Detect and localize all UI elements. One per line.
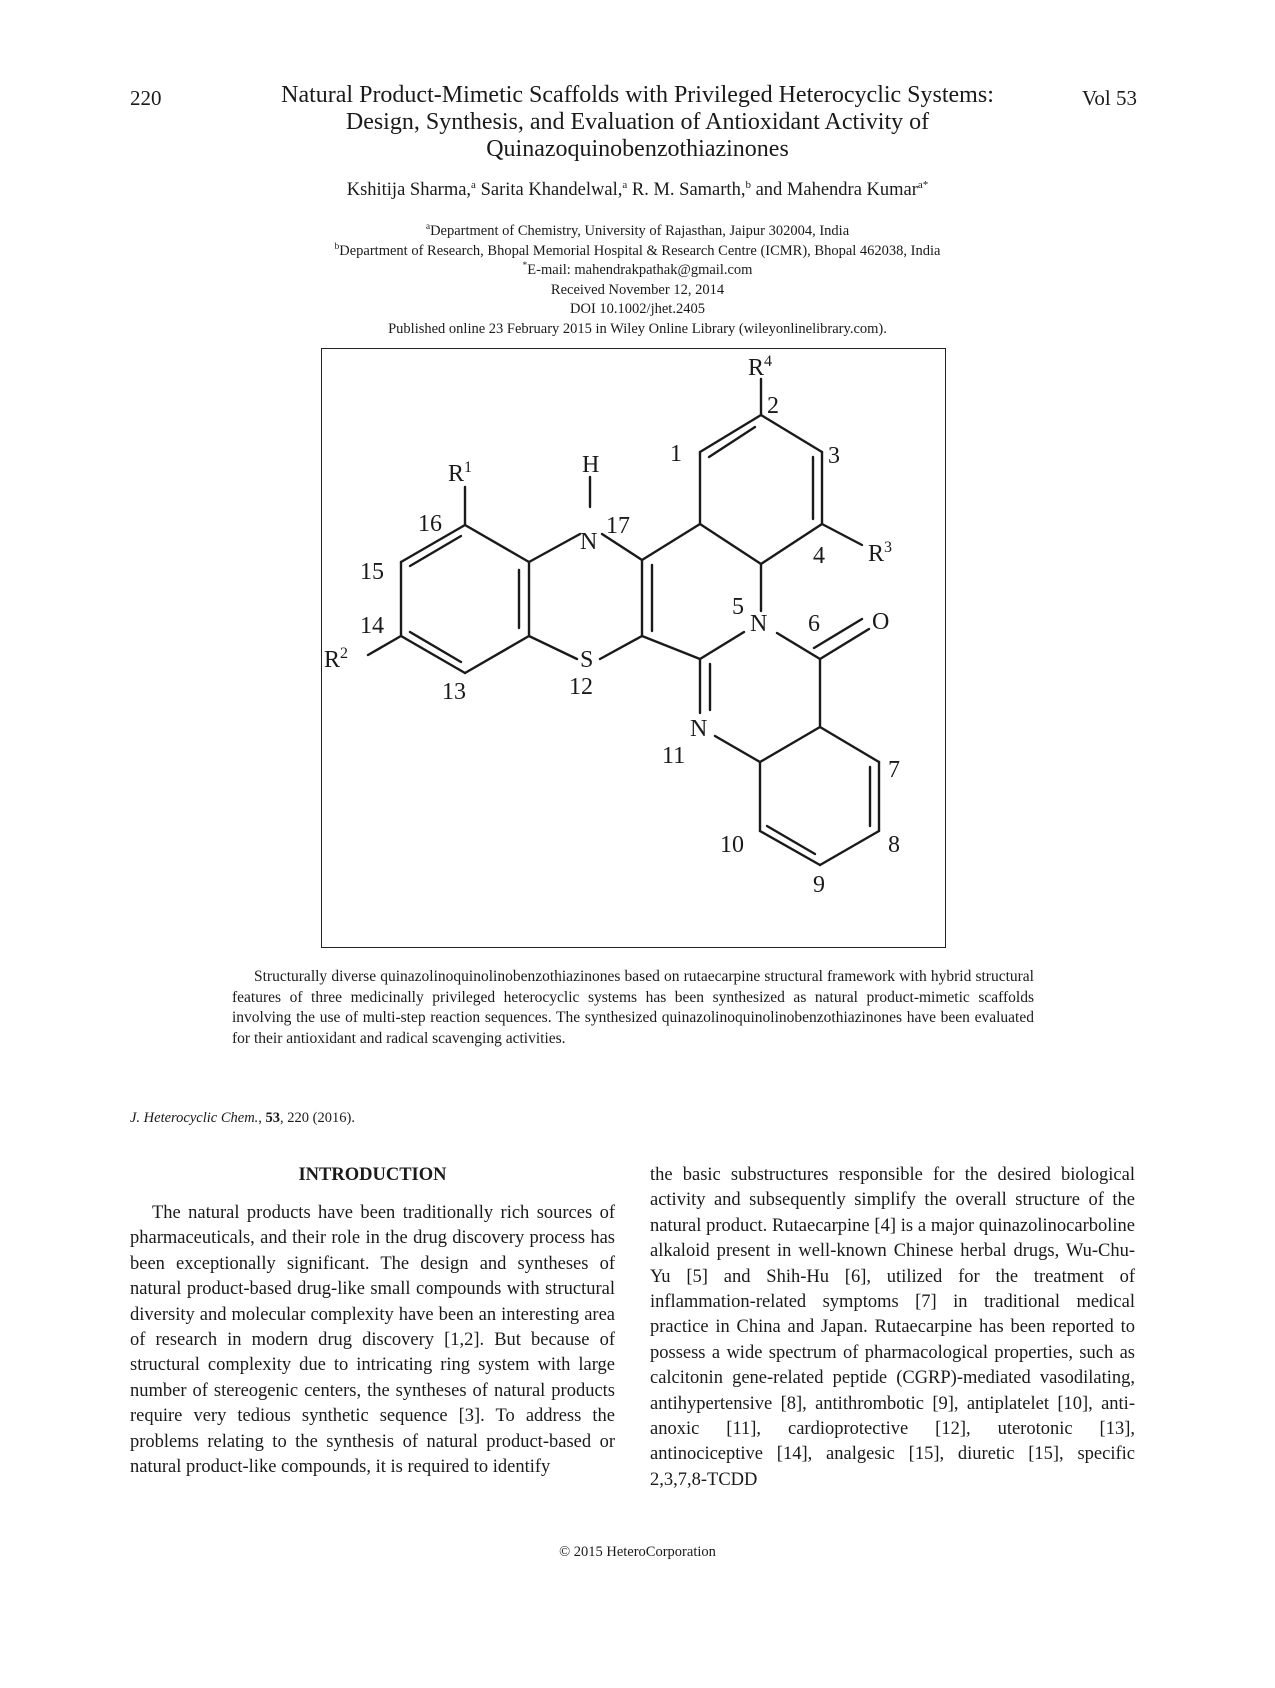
position-8: 8 (888, 832, 900, 858)
atom-s-12: S (580, 647, 594, 673)
bond (760, 727, 820, 762)
bond (700, 632, 744, 659)
bond (465, 525, 529, 562)
r2-index: 2 (340, 645, 349, 662)
corresponding-email (200, 261, 1075, 281)
r3-letter: R (868, 541, 885, 567)
position-9: 9 (813, 872, 825, 898)
affil-text-b: Department of Research, Bhopal Memorial Hospital & Research Centre (ICMR), Bhopal 462038, India (339, 242, 941, 259)
doi: DOI 10.1002/jhet.2405 (570, 301, 705, 317)
position-6: 6 (808, 611, 820, 637)
position-3: 3 (828, 443, 840, 469)
author-list (200, 180, 1075, 201)
bond (642, 636, 700, 659)
author-name: R. M. Samarth, (631, 180, 746, 200)
bond (529, 636, 577, 659)
title-line-2: Design, Synthesis, and Evaluation of Antioxidant Activity of (345, 109, 930, 135)
position-1: 1 (670, 441, 682, 467)
bond (642, 524, 700, 560)
position-7: 7 (888, 757, 900, 783)
article-title (200, 82, 1075, 163)
affil-mark-b: b (334, 241, 340, 252)
affiliation-b (200, 242, 1075, 262)
bond (760, 831, 820, 865)
citation (130, 1110, 355, 1127)
r4-index: 4 (764, 353, 773, 370)
substituent-r1 (448, 459, 472, 487)
affiliation-a (200, 222, 1075, 242)
bond (822, 524, 862, 545)
bond (600, 636, 642, 659)
bond (465, 636, 529, 673)
citation-volume: 53 (265, 1110, 281, 1126)
r1-index: 1 (464, 459, 473, 476)
title-line-1: Natural Product-Mimetic Scaffolds with Privileged Heterocyclic Systems: (281, 82, 994, 108)
atom-n-17: N (580, 529, 598, 555)
abstract-text: Structurally diverse quinazolinoquinolinobenzothiazinones based on rutaecarpine structural framework with hybrid structural features of three medicinally privileged heterocyclic systems has been synthesized as natural product-mimetic scaffolds involving the use of multi-step reaction sequences. The synthesized quinazolinoquinolinobenzothiazinones have been evaluated for their antioxidant and radical scavenging activities. (232, 968, 1034, 1047)
affiliation-block (200, 222, 1075, 339)
chemical-structure (322, 349, 944, 946)
body-paragraph-left: The natural products have been traditionally rich sources of pharmaceuticals, and their role in the drug discovery process has been exceptionally significant. The design and syntheses of natural product-based drug-like small compounds with structural diversity and molecular complexity have been an interesting area of research in modern drug discovery [1,2]. But because of structural complexity due to intricating ring system with large number of stereogenic centers, the syntheses of natural products require very tedious synthetic sequence [3]. To address the problems relating to the synthesis of natural product-based or natural product-like compounds, it is required to identify (130, 1203, 615, 1478)
email-text: E-mail: mahendrakpathak@gmail.com (527, 262, 753, 278)
bond (401, 636, 465, 673)
atom-h: H (582, 452, 600, 478)
citation-pages-year: , 220 (2016). (280, 1110, 355, 1126)
position-15: 15 (360, 559, 384, 585)
position-14: 14 (360, 613, 384, 639)
title-line-3: Quinazoquinobenzothiazinones (486, 136, 789, 162)
author-name: and Mahendra Kumar (755, 180, 918, 200)
author-affil-mark: a (471, 178, 476, 191)
atom-n-11: N (690, 716, 708, 742)
author-name: Kshitija Sharma, (346, 180, 472, 200)
volume-label: Vol 53 (1081, 86, 1137, 110)
email-mark: * (522, 261, 528, 272)
bond (814, 619, 862, 648)
bond (700, 415, 761, 452)
author-name: Sarita Khandelwal, (480, 180, 623, 200)
bond (820, 629, 869, 659)
position-2: 2 (767, 393, 779, 419)
r3-index: 3 (884, 539, 893, 556)
page-number: 220 (130, 86, 162, 110)
r1-letter: R (448, 461, 465, 487)
substituent-r2 (324, 645, 348, 673)
position-11: 11 (662, 743, 686, 769)
bond (700, 524, 761, 564)
bond (529, 534, 580, 562)
author-affil-mark: b (745, 178, 751, 191)
r4-letter: R (748, 355, 765, 381)
bond (715, 736, 760, 762)
atom-n-5: N (750, 611, 768, 637)
bond (761, 415, 822, 452)
r2-letter: R (324, 647, 341, 673)
atom-o: O (872, 609, 890, 635)
substituent-r3 (868, 539, 892, 567)
citation-separator: , (258, 1110, 266, 1126)
author-affil-mark: a (622, 178, 628, 191)
position-5: 5 (732, 594, 744, 620)
bond (820, 727, 879, 762)
substituent-r4 (748, 353, 772, 381)
position-13: 13 (442, 679, 466, 705)
received-date: Received November 12, 2014 (550, 281, 725, 298)
published-online: Published online 23 February 2015 in Wiley Online Library (wileyonlinelibrary.com). (388, 320, 887, 337)
position-12: 12 (569, 674, 593, 700)
position-16: 16 (418, 511, 442, 537)
bond (820, 831, 879, 865)
section-heading-introduction: INTRODUCTION (298, 1165, 447, 1185)
affil-text-a: Department of Chemistry, University of Rajasthan, Jaipur 302004, India (430, 223, 850, 239)
position-17: 17 (606, 513, 630, 539)
position-10: 10 (720, 832, 744, 858)
affil-mark-a: a (425, 222, 431, 233)
graphical-abstract-figure (321, 348, 946, 948)
author-affil-mark: a* (917, 178, 929, 191)
position-4: 4 (813, 543, 825, 569)
body-paragraph-right: the basic substructures responsible for the desired biological activity and subsequently simplify the overall structure of the natural product. Rutaecarpine [4] is a major quinazolinocarboline alkaloid present in well-known Chinese herbal drugs, Wu-Chu-Yu [5] and Shih-Hu [6], utilized for the treatment of inflammation-related symptoms [7] in traditional medical practice in China and Japan. Rutaecarpine has been reported to possess a wide spectrum of pharmacological properties, such as calcitonin gene-related peptide (CGRP)-mediated vasodilating, antihypertensive [8], antithrombotic [9], antiplatelet [10], anti-anoxic [11], cardioprotective [12], uterotonic [13], antinociceptive [14], analgesic [15], diuretic [15], specific 2,3,7,8-TCDD (650, 1165, 1135, 1490)
citation-journal: J. Heterocyclic Chem. (130, 1110, 259, 1126)
footer-copyright: © 2015 HeteroCorporation (559, 1544, 716, 1560)
